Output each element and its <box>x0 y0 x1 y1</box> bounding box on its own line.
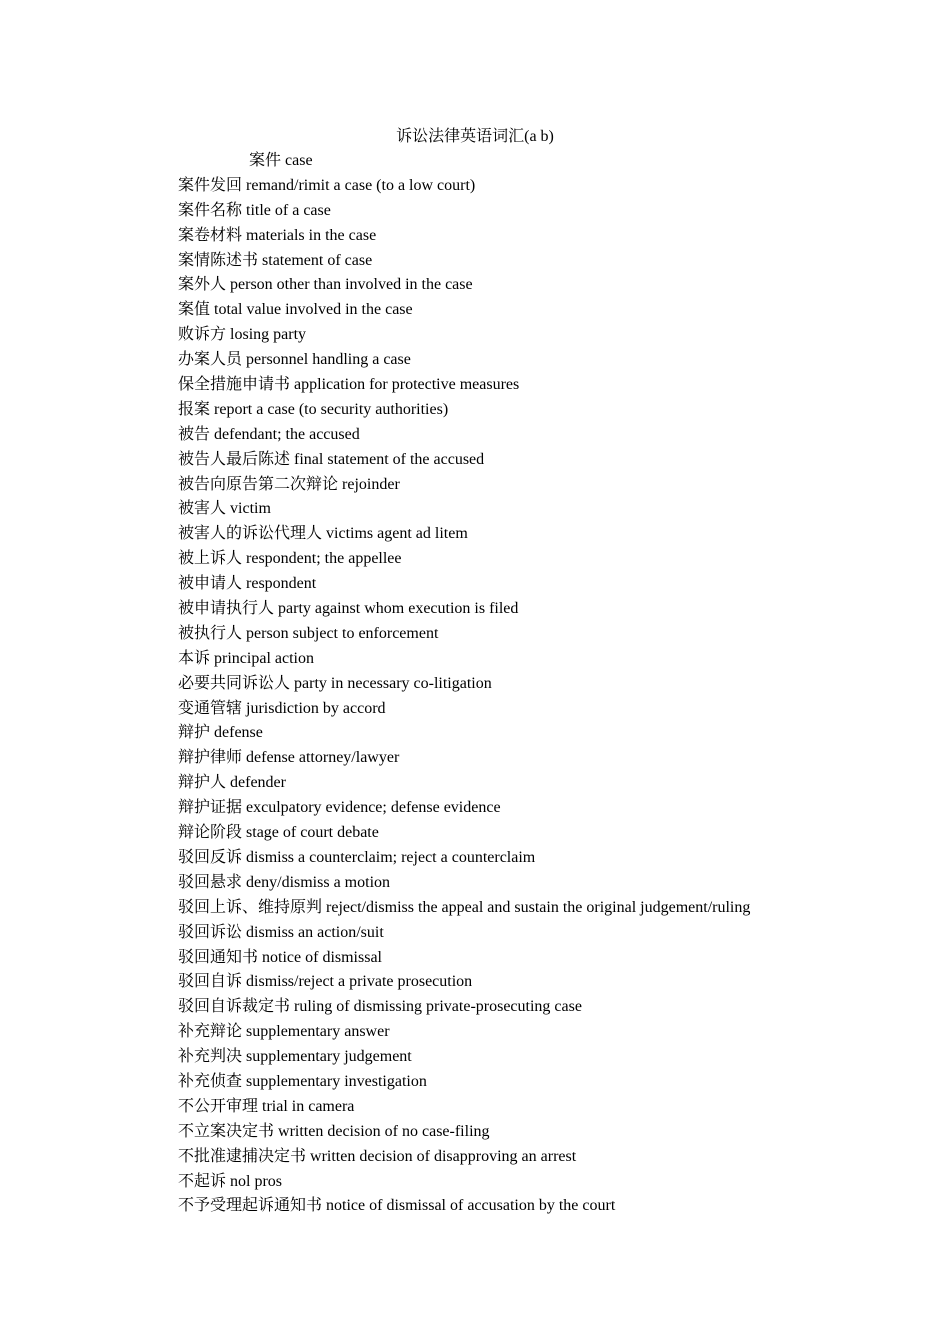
term-chinese: 不立案决定书 <box>178 1122 275 1140</box>
term-english: title of a case <box>246 201 331 219</box>
term-english: supplementary investigation <box>246 1072 427 1090</box>
term-english: party against whom execution is filed <box>278 600 519 618</box>
term-chinese: 不起诉 <box>178 1172 227 1190</box>
term-chinese: 败诉方 <box>178 326 227 344</box>
term-chinese: 被告人最后陈述 <box>178 450 291 468</box>
term-chinese: 被告向原告第二次辩论 <box>178 475 339 493</box>
glossary-entry <box>178 896 918 921</box>
glossary-entry <box>178 946 918 971</box>
glossary-entry <box>178 224 918 249</box>
term-chinese: 驳回上诉、维持原判 <box>178 898 323 916</box>
term-chinese: 案外人 <box>178 276 227 294</box>
glossary-entry <box>178 970 918 995</box>
term-english: exculpatory evidence; defense evidence <box>246 799 501 817</box>
term-chinese: 驳回自诉裁定书 <box>178 998 291 1016</box>
term-chinese: 被申请人 <box>178 575 243 593</box>
term-english: defense <box>214 724 263 742</box>
glossary-entry <box>178 298 918 323</box>
glossary-entry <box>178 771 918 796</box>
glossary-entry <box>178 697 918 722</box>
glossary-entry <box>178 1020 918 1045</box>
term-chinese: 补充辩论 <box>178 1023 243 1041</box>
term-chinese: 必要共同诉讼人 <box>178 674 291 692</box>
term-english: deny/dismiss a motion <box>246 873 391 891</box>
term-english: trial in camera <box>262 1097 355 1115</box>
glossary-entry <box>178 622 918 647</box>
term-english: materials in the case <box>246 226 377 244</box>
glossary-entry <box>178 672 918 697</box>
term-chinese: 驳回通知书 <box>178 948 259 966</box>
term-english: notice of dismissal <box>262 948 382 966</box>
term-english: nol pros <box>230 1172 283 1190</box>
term-chinese: 不批准逮捕决定书 <box>178 1147 307 1165</box>
term-chinese: 被执行人 <box>178 624 243 642</box>
term-english: defender <box>230 774 286 792</box>
term-chinese: 案值 <box>178 301 211 319</box>
term-chinese: 案卷材料 <box>178 226 243 244</box>
glossary-entry <box>178 921 918 946</box>
term-english: personnel handling a case <box>246 351 411 369</box>
term-english: rejoinder <box>342 475 400 493</box>
term-chinese: 案情陈述书 <box>178 251 259 269</box>
term-english: final statement of the accused <box>294 450 485 468</box>
term-english: supplementary judgement <box>246 1048 412 1066</box>
term-english: total value involved in the case <box>214 301 413 319</box>
term-english: dismiss an action/suit <box>246 923 384 941</box>
glossary-entry <box>178 721 918 746</box>
term-chinese: 保全措施申请书 <box>178 376 291 394</box>
glossary-entry <box>178 1170 918 1195</box>
term-chinese: 驳回诉讼 <box>178 923 243 941</box>
term-chinese: 被上诉人 <box>178 550 243 568</box>
glossary-entry <box>178 398 918 423</box>
term-english: supplementary answer <box>246 1023 390 1041</box>
glossary-entry <box>178 871 918 896</box>
term-chinese: 驳回自诉 <box>178 973 243 991</box>
term-chinese: 本诉 <box>178 649 211 667</box>
term-chinese: 被害人 <box>178 500 227 518</box>
term-chinese: 辩论阶段 <box>178 824 243 842</box>
term-english: victims agent ad litem <box>326 525 468 543</box>
term-english: defense attorney/lawyer <box>246 749 400 767</box>
glossary-entry <box>178 1120 918 1145</box>
glossary-entry <box>178 547 918 572</box>
term-english: person other than involved in the case <box>230 276 473 294</box>
term-chinese: 被申请执行人 <box>178 600 275 618</box>
term-english: written decision of no case-filing <box>278 1122 490 1140</box>
glossary-entry <box>178 473 918 498</box>
glossary-entry <box>178 423 918 448</box>
glossary-entry <box>178 572 918 597</box>
glossary-entry <box>178 1070 918 1095</box>
term-chinese: 变通管辖 <box>178 699 243 717</box>
glossary-list <box>178 149 918 1219</box>
term-english: respondent; the appellee <box>246 550 402 568</box>
term-chinese: 驳回悬求 <box>178 873 243 891</box>
term-chinese: 案件 <box>249 152 282 169</box>
glossary-entry <box>178 273 918 298</box>
term-chinese: 补充侦查 <box>178 1072 243 1090</box>
glossary-entry <box>178 647 918 672</box>
term-english: party in necessary co-litigation <box>294 674 492 692</box>
term-chinese: 补充判决 <box>178 1048 243 1066</box>
term-english: principal action <box>214 649 314 667</box>
glossary-entry <box>178 846 918 871</box>
glossary-entry <box>178 497 918 522</box>
term-chinese: 不予受理起诉通知书 <box>178 1197 323 1215</box>
glossary-entry <box>178 348 918 373</box>
term-chinese: 驳回反诉 <box>178 848 243 866</box>
term-english: jurisdiction by accord <box>246 699 386 717</box>
glossary-entry <box>178 373 918 398</box>
term-chinese: 办案人员 <box>178 351 243 369</box>
term-chinese: 辩护律师 <box>178 749 243 767</box>
glossary-entry <box>178 821 918 846</box>
glossary-entry <box>178 597 918 622</box>
term-english: remand/rimit a case (to a low court) <box>246 176 476 194</box>
term-english: stage of court debate <box>246 824 379 842</box>
term-english: ruling of dismissing private-prosecuting case <box>294 998 582 1016</box>
glossary-entry <box>178 323 918 348</box>
term-english: dismiss/reject a private prosecution <box>246 973 473 991</box>
glossary-entry <box>178 199 918 224</box>
term-english: person subject to enforcement <box>246 624 439 642</box>
term-chinese: 不公开审理 <box>178 1097 259 1115</box>
document-title: 诉讼法律英语词汇(a b) <box>396 128 554 145</box>
term-chinese: 案件名称 <box>178 201 243 219</box>
term-english: notice of dismissal of accusation by the court <box>326 1197 616 1215</box>
term-english: dismiss a counterclaim; reject a counterclaim <box>246 848 536 866</box>
glossary-entry <box>178 149 918 174</box>
term-english: statement of case <box>262 251 373 269</box>
term-chinese: 案件发回 <box>178 176 243 194</box>
term-english: written decision of disapproving an arrest <box>310 1147 577 1165</box>
glossary-entry <box>178 1145 918 1170</box>
glossary-entry <box>178 746 918 771</box>
term-english: reject/dismiss the appeal and sustain the original judgement/ruling <box>326 898 751 916</box>
glossary-entry <box>178 796 918 821</box>
term-english: application for protective measures <box>294 376 520 394</box>
term-english: report a case (to security authorities) <box>214 400 449 418</box>
term-english: victim <box>230 500 271 518</box>
glossary-entry <box>178 249 918 274</box>
term-english: defendant; the accused <box>214 425 360 443</box>
glossary-entry <box>178 174 918 199</box>
glossary-entry <box>178 1045 918 1070</box>
term-chinese: 辩护人 <box>178 774 227 792</box>
term-english: case <box>285 152 313 169</box>
term-chinese: 辩护证据 <box>178 799 243 817</box>
glossary-entry <box>178 1194 918 1219</box>
glossary-entry <box>178 448 918 473</box>
term-chinese: 报案 <box>178 400 211 418</box>
glossary-entry <box>178 522 918 547</box>
term-chinese: 被告 <box>178 425 211 443</box>
term-chinese: 被害人的诉讼代理人 <box>178 525 323 543</box>
glossary-entry <box>178 995 918 1020</box>
term-chinese: 辩护 <box>178 724 211 742</box>
term-english: losing party <box>230 326 307 344</box>
term-english: respondent <box>246 575 317 593</box>
glossary-entry <box>178 1095 918 1120</box>
